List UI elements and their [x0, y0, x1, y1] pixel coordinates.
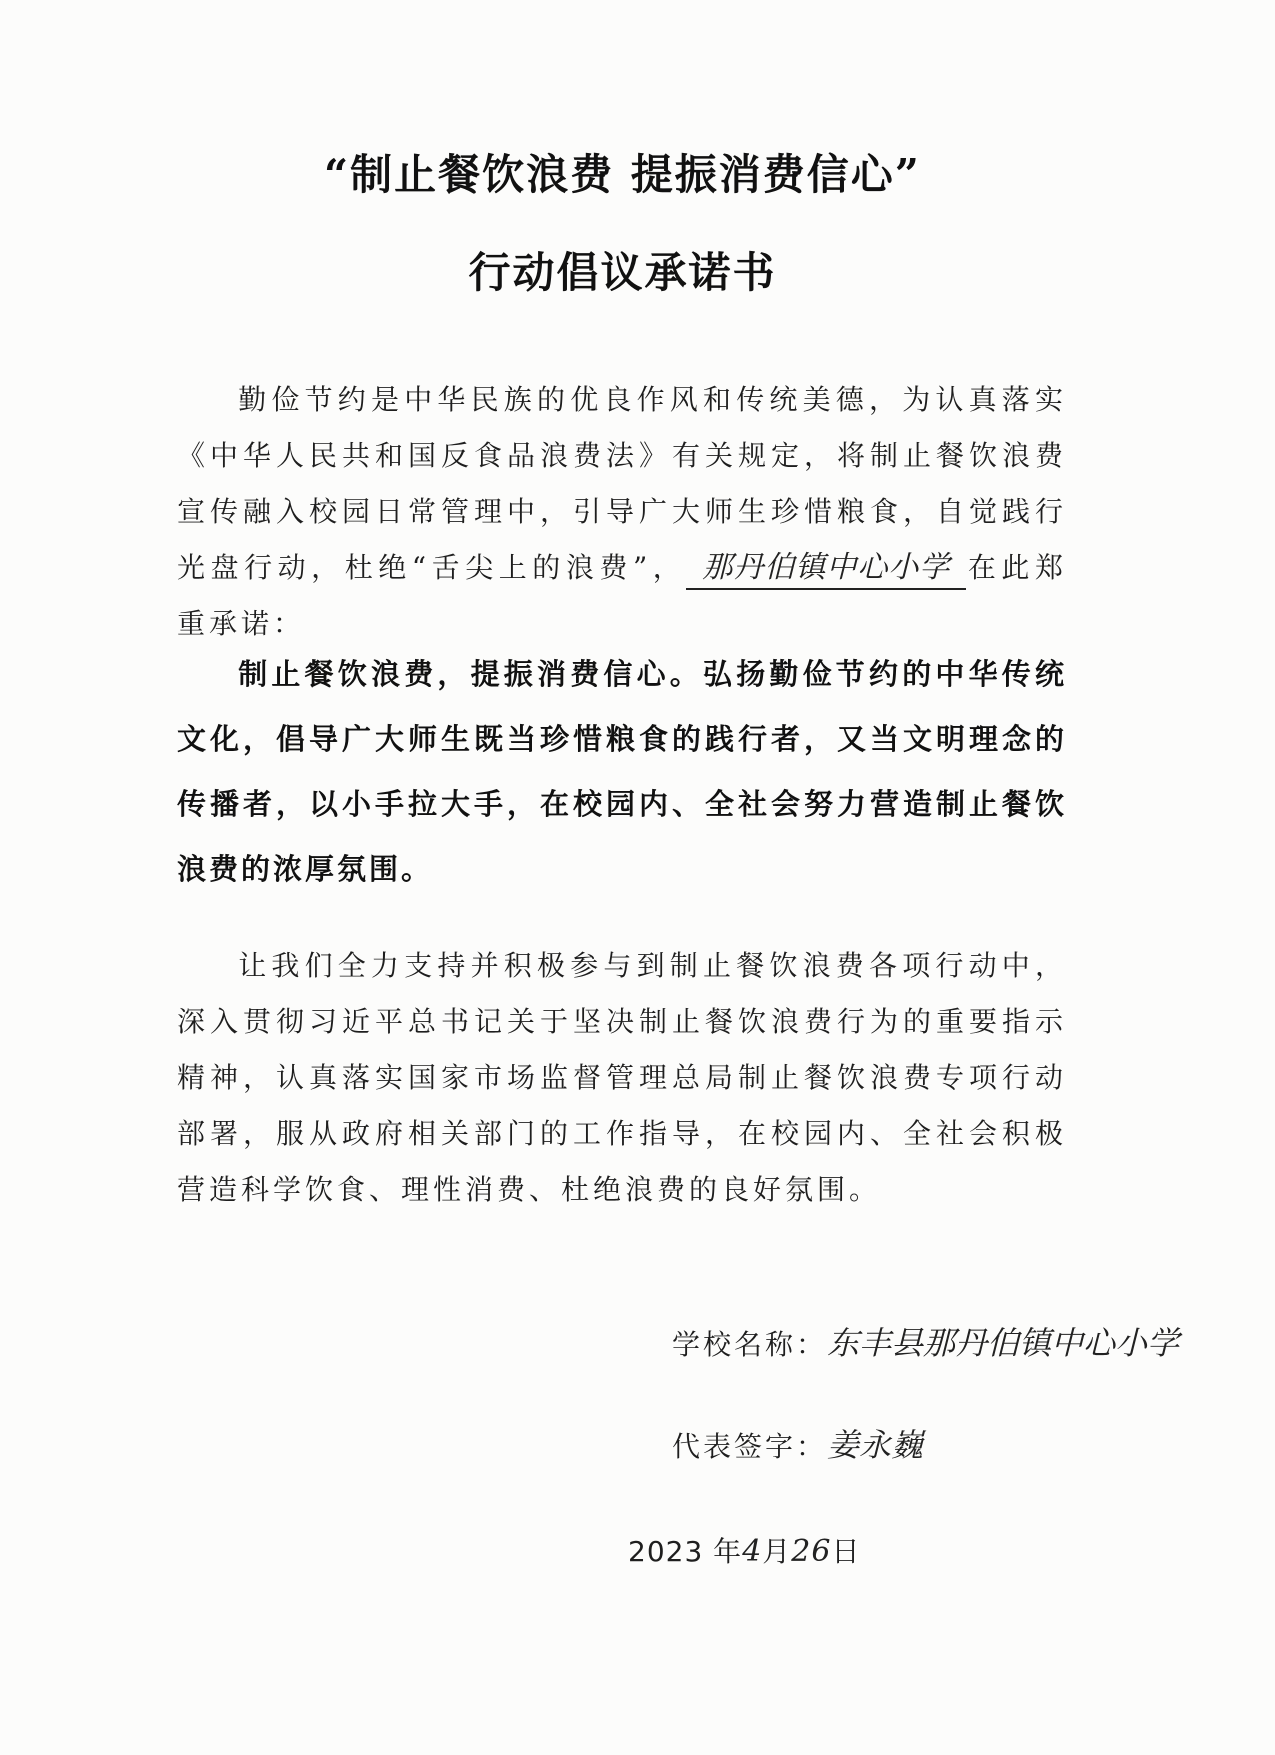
- date-day: 26: [791, 1534, 832, 1569]
- paragraph-intro-text: 勤俭节约是中华民族的优良作风和传统美德，为认真落实《中华人民共和国反食品浪费法》有关规定，将制止餐饮浪费宣传融入校园日常管理中，引导广大师生珍惜粮食，自觉践行光盘行动，杜绝“舌尖上的浪费”，: [177, 383, 1067, 584]
- document-title-line1: “制止餐饮浪费 提振消费信心”: [324, 150, 921, 199]
- school-name-handwritten: 东丰县那丹伯镇中心小学: [827, 1324, 1180, 1362]
- paragraph-intro: [177, 372, 1067, 652]
- date-day-unit: 日: [831, 1535, 861, 1568]
- document-title-line2: 行动倡议承诺书: [468, 248, 777, 297]
- representative-signature: 姜永巍: [827, 1426, 924, 1464]
- document-date: [628, 1530, 861, 1570]
- paragraph-pledge-text: 制止餐饮浪费，提振消费信心。弘扬勤俭节约的中华传统文化，倡导广大师生既当珍惜粮食的践行者，又当文明理念的传播者，以小手拉大手，在校园内、全社会努力营造制止餐饮浪费的浓厚氛围。: [177, 657, 1067, 886]
- school-name-label: 学校名称：: [672, 1328, 828, 1361]
- representative-label: 代表签字：: [672, 1430, 828, 1463]
- school-name-line: [672, 1318, 1179, 1364]
- paragraph-action-text: 让我们全力支持并积极参与到制止餐饮浪费各项行动中，深入贯彻习近平总书记关于坚决制止餐饮浪费行为的重要指示精神，认真落实国家市场监督管理总局制止餐饮浪费专项行动部署，服从政府相关部门的工作指导，在校园内、全社会积极营造科学饮食、理性消费、杜绝浪费的良好氛围。: [177, 949, 1067, 1206]
- date-year-unit: 年: [713, 1535, 743, 1568]
- date-year: 2023: [628, 1535, 704, 1568]
- handwritten-school-name: 那丹伯镇中心小学: [686, 548, 966, 590]
- date-month: 4: [742, 1534, 763, 1569]
- paragraph-intro-text-end: 在此郑重承诺：: [177, 551, 1067, 640]
- representative-signature-line: [672, 1420, 923, 1466]
- paragraph-action: [177, 938, 1067, 1218]
- paragraph-pledge: [177, 642, 1067, 902]
- date-month-unit: 月: [762, 1535, 792, 1568]
